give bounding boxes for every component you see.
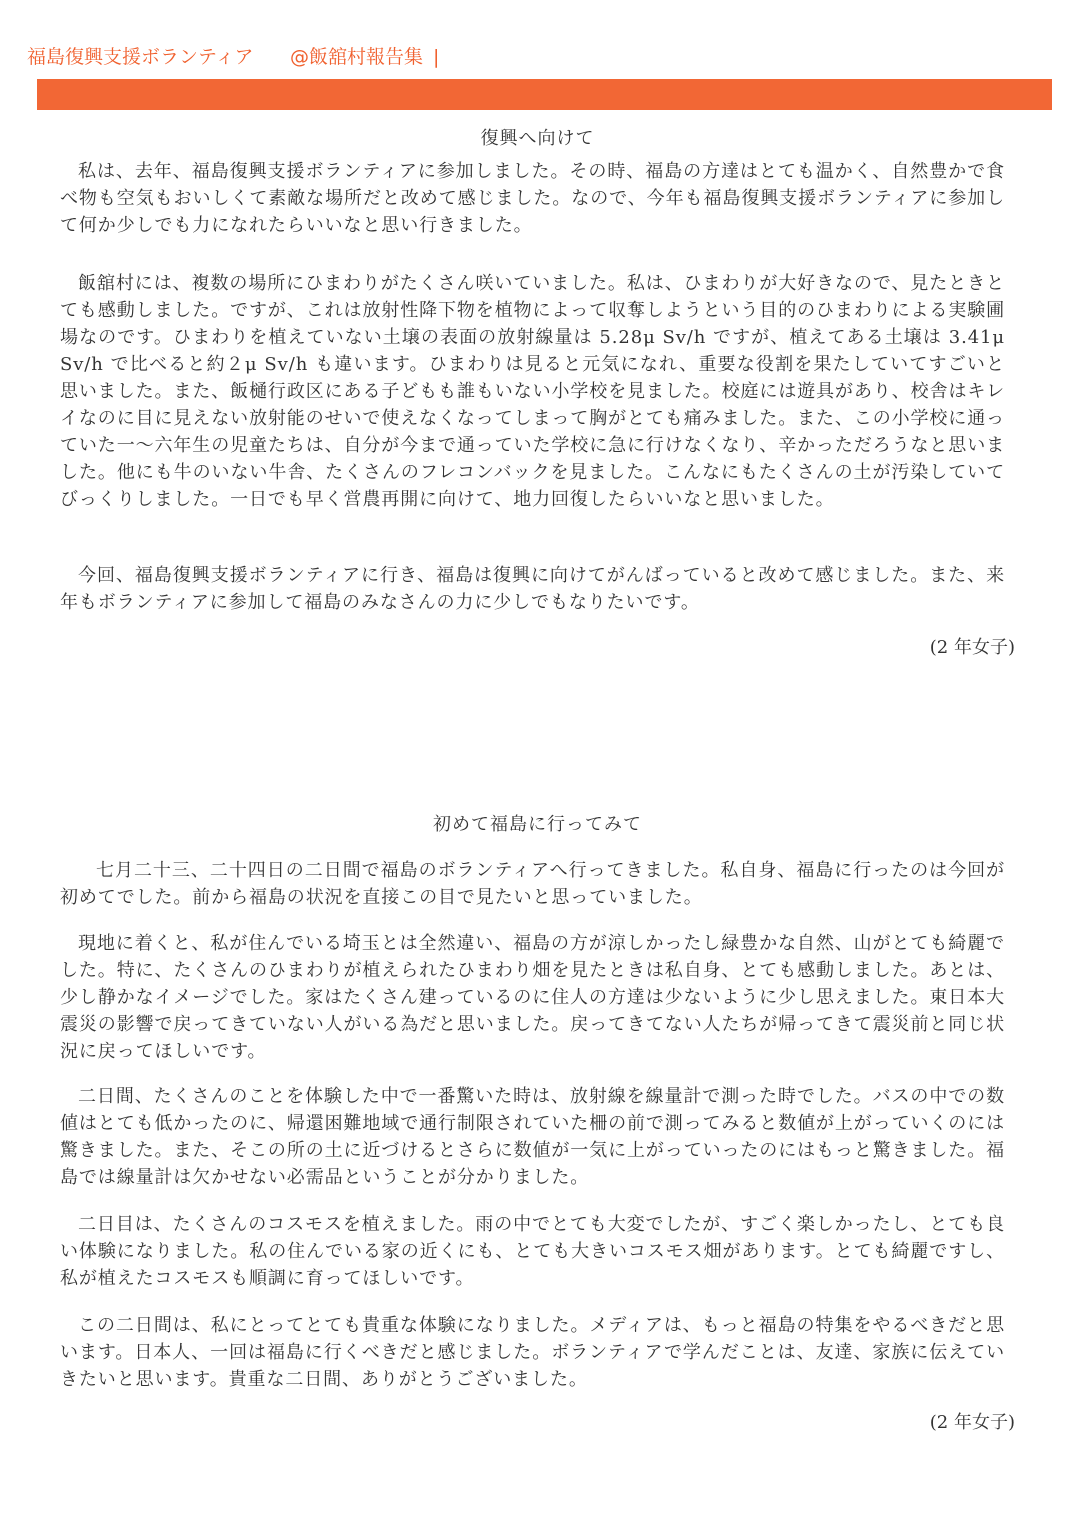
article-2-author: (2 年女子): [929, 1412, 1015, 1433]
article-1-author: (2 年女子): [929, 637, 1015, 658]
header: [27, 42, 439, 72]
article-1-paragraph: 今回、福島復興支援ボランティアに行き、福島は復興に向けてがんばっていると改めて感じました。また、来年もボランティアに参加して福島のみなさんの力に少しでもなりたいです。: [60, 565, 1005, 613]
article-2-paragraph: 二日目は、たくさんのコスモスを植えました。雨の中でとても大変でしたが、すごく楽しかったし、とても良い体験になりました。私の住んでいる家の近くにも、とても大きいコスモス畑があります。とても綺麗ですし、私が植えたコスモスも順調に育ってほしいです。: [60, 1214, 1005, 1289]
header-accent-bar: [37, 79, 1052, 110]
header-site-title: 福島復興支援ボランティア: [27, 46, 254, 68]
article-2-title: 初めて福島に行ってみて: [433, 814, 642, 835]
article-2-paragraph: 二日間、たくさんのことを体験した中で一番驚いた時は、放射線を線量計で測った時でした。バスの中での数値はとても低かったのに、帰還困難地域で通行制限されていた柵の前で測ってみると数値が上がっていくのには驚きました。また、そこの所の土に近づけるとさらに数値が一気に上がっていったのにはもっと驚きました。福島では線量計は欠かせない必需品ということが分かりました。: [60, 1086, 1005, 1188]
article-2-paragraph: 七月二十三、二十四日の二日間で福島のボランティアへ行ってきました。私自身、福島に行ったのは今回が初めてでした。前から福島の状況を直接この目で見たいと思っていました。: [60, 860, 1005, 908]
article-1-title: 復興へ向けて: [480, 128, 595, 149]
header-report-title: @飯舘村報告集: [290, 46, 424, 68]
article-2-paragraph: 現地に着くと、私が住んでいる埼玉とは全然違い、福島の方が涼しかったし緑豊かな自然、山がとても綺麗でした。特に、たくさんのひまわりが植えられたひまわり畑を見たときは私自身、とても感動しました。あとは、少し静かなイメージでした。家はたくさん建っているのに住人の方達は少ないように少し思えました。東日本大震災の影響で戻ってきていない人がいる為だと思いました。戻ってきてない人たちが帰ってきて震災前と同じ状況に戻ってほしいです。: [60, 933, 1005, 1062]
article-1-paragraph: 私は、去年、福島復興支援ボランティアに参加しました。その時、福島の方達はとても温かく、自然豊かで食べ物も空気もおいしくて素敵な場所だと改めて感じました。なので、今年も福島復興支援ボランティアに参加して何か少しでも力になれたらいいなと思い行きました。: [60, 161, 1005, 236]
article-2-paragraph: この二日間は、私にとってとても貴重な体験になりました。メディアは、もっと福島の特集をやるべきだと思います。日本人、一回は福島に行くべきだと感じました。ボランティアで学んだことは、友達、家族に伝えていきたいと思います。貴重な二日間、ありがとうございました。: [60, 1315, 1005, 1390]
header-separator: |: [433, 46, 440, 68]
article-1-paragraph: 飯舘村には、複数の場所にひまわりがたくさん咲いていました。私は、ひまわりが大好きなので、見たときとても感動しました。ですが、これは放射性降下物を植物によって収奪しようという目的のひまわりによる実験圃場なのです。ひまわりを植えていない土壌の表面の放射線量は 5.28μ Sv/h ですが、植えてある土壌は 3.41μ Sv/h で比べると約２μ Sv/h も違います。ひまわりは見ると元気になれ、重要な役割を果たしていてすごいと思いました。また、飯樋行政区にある子どもも誰もいない小学校を見ました。校庭には遊具があり、校舎はキレイなのに目に見えない放射能のせいで使えなくなってしまって胸がとても痛みました。また、この小学校に通っていた一～六年生の児童たちは、自分が今まで通っていた学校に急に行けなくなり、辛かっただろうなと思いました。他にも牛のいない牛舎、たくさんのフレコンバックを見ました。こんなにもたくさんの土が汚染していてびっくりしました。一日でも早く営農再開に向けて、地力回復したらいいなと思いました。: [60, 273, 1005, 510]
